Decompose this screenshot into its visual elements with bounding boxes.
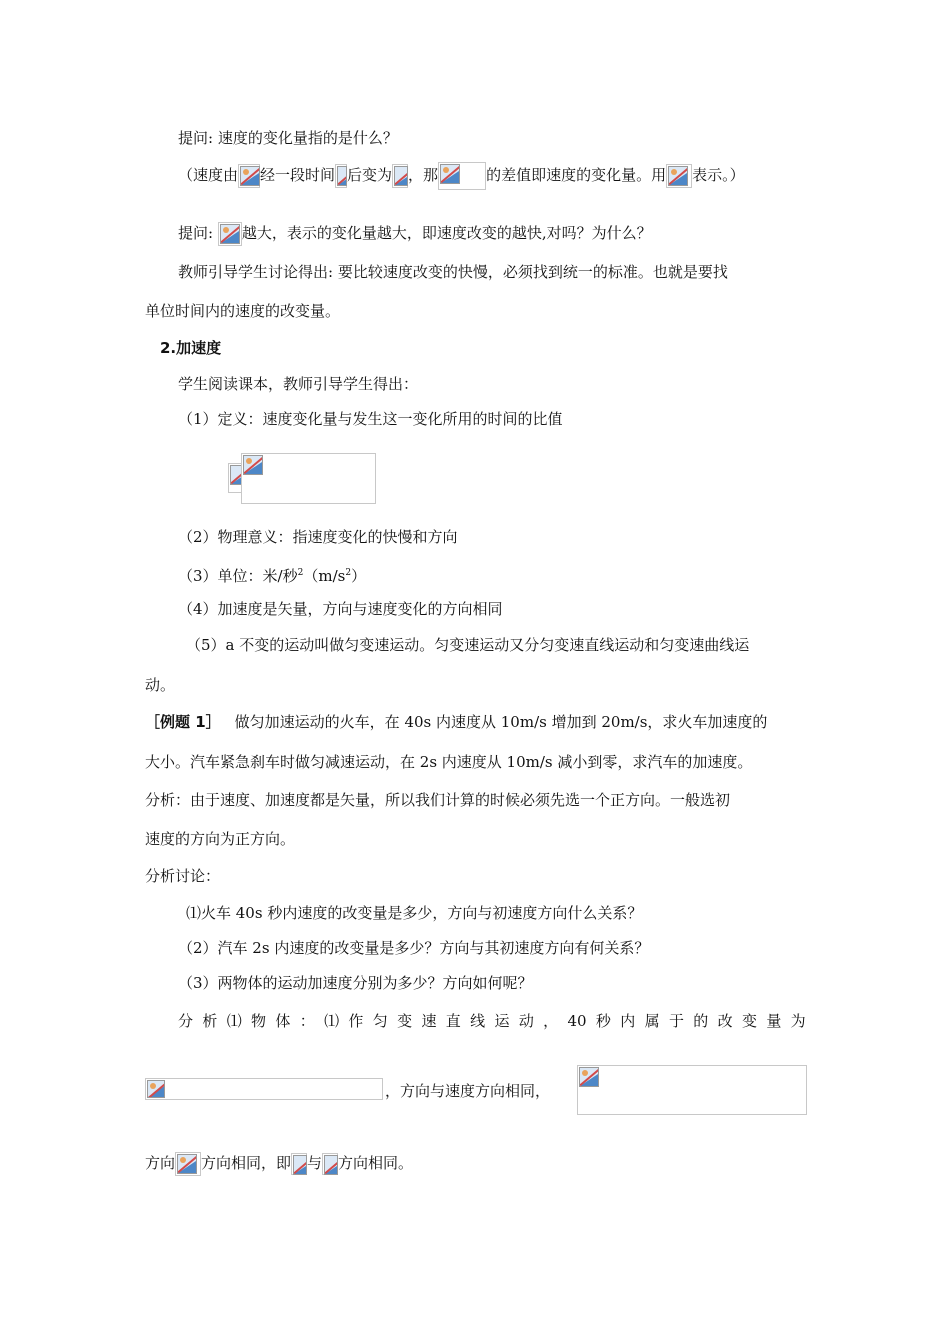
- teacher-guide-line-2: 单位时间内的速度的改变量。: [145, 302, 341, 320]
- analysis-discussion: 分析讨论：: [145, 867, 221, 885]
- justified-char: 属: [644, 1012, 660, 1030]
- image-placeholder-icon: [579, 1067, 599, 1087]
- justified-char: 作: [348, 1012, 364, 1030]
- image-placeholder-icon: [240, 166, 260, 186]
- justified-char: 线: [470, 1012, 486, 1030]
- justified-char: 变: [741, 1012, 757, 1030]
- justified-char: ：: [299, 1012, 315, 1030]
- text-segment: 方向: [145, 1154, 176, 1172]
- image-placeholder-icon: [220, 224, 240, 244]
- text-segment: 做匀加速运动的火车，在 40s 内速度从 10m/s 增加到 20m/s，求火车加速度的: [234, 713, 768, 731]
- superscript: 2: [345, 568, 352, 578]
- formula-image: [438, 162, 486, 190]
- justified-char: ，: [543, 1012, 559, 1030]
- answer-line-3: [145, 1152, 413, 1176]
- question-1: 提问: 速度的变化量指的是什么？: [178, 129, 398, 147]
- text-segment: 提问:: [178, 224, 214, 242]
- definition-5-line-2: 动。: [145, 676, 176, 694]
- text-segment: （速度由: [178, 166, 239, 184]
- text-segment: ）: [351, 567, 367, 585]
- analysis-line-2: 速度的方向为正方向。: [145, 830, 296, 848]
- justified-char: 动: [518, 1012, 534, 1030]
- image-placeholder-icon: [177, 1154, 197, 1174]
- image-placeholder-icon: [668, 166, 688, 186]
- question-acceleration: （3）两物体的运动加速度分别为多少？方向如何呢？: [178, 974, 533, 992]
- image-placeholder-icon: [293, 1155, 307, 1175]
- text-segment: 后变为: [347, 166, 393, 184]
- definition-2: （2）物理意义：指速度变化的快慢和方向: [178, 528, 458, 546]
- formula-image: [322, 1153, 338, 1175]
- justified-char: ⑴: [226, 1012, 242, 1030]
- image-placeholder-icon: [440, 164, 460, 184]
- formula-image: [666, 164, 692, 188]
- question-car: （2）汽车 2s 内速度的改变量是多少？方向与其初速度方向有何关系？: [178, 939, 650, 957]
- justified-char: 为: [790, 1012, 806, 1030]
- justified-char: 速: [421, 1012, 437, 1030]
- justified-char: 物: [251, 1012, 267, 1030]
- image-placeholder-icon: [324, 1155, 338, 1175]
- justified-char: 运: [494, 1012, 510, 1030]
- image-placeholder-icon: [243, 455, 263, 475]
- definition-3: [178, 563, 366, 586]
- example-label: ［例题 1］: [145, 713, 221, 731]
- formula-image: [241, 453, 376, 504]
- formula-image: [218, 222, 242, 246]
- justified-char: 直: [445, 1012, 461, 1030]
- section-heading: 2.加速度: [160, 339, 222, 357]
- formula-image: [175, 1152, 201, 1176]
- example-1-line-2: 大小。汽车紧急刹车时做匀减速运动，在 2s 内速度从 10m/s 减小到零，求汽车的加速度。: [145, 753, 753, 771]
- text-segment: ，方向与速度方向相同，: [385, 1082, 551, 1100]
- question-train: ⑴火车 40s 秒内速度的改变量是多少，方向与初速度方向什么关系？: [186, 904, 643, 922]
- justified-char: 的: [693, 1012, 709, 1030]
- superscript: 2: [297, 568, 304, 578]
- formula-image: [577, 1065, 807, 1115]
- text-segment: （3）单位：米/秒: [178, 567, 298, 585]
- definition-1: （1）定义：速度变化量与发生这一变化所用的时间的比值: [178, 410, 563, 428]
- formula-image: [291, 1153, 307, 1175]
- question-2: [178, 222, 652, 246]
- teacher-guide-line-1: 教师引导学生讨论得出: 要比较速度改变的快慢，必须找到统一的标准。也就是要找: [178, 263, 728, 281]
- justified-char: 改: [717, 1012, 733, 1030]
- justified-char: 于: [668, 1012, 684, 1030]
- analysis-line-1: 分析：由于速度、加速度都是矢量，所以我们计算的时候必须先选一个正方向。一般选初: [145, 791, 731, 809]
- text-segment: 经一段时间: [260, 166, 336, 184]
- justified-char: 析: [202, 1012, 218, 1030]
- justified-char: 匀: [372, 1012, 388, 1030]
- justified-char: 40: [567, 1012, 587, 1030]
- text-segment: （m/s: [303, 567, 346, 585]
- image-placeholder-icon: [147, 1080, 165, 1098]
- definition-4: （4）加速度是矢量，方向与速度变化的方向相同: [178, 600, 503, 618]
- text-segment: ，那: [408, 166, 439, 184]
- justified-char: ⑴: [324, 1012, 340, 1030]
- image-placeholder-icon: [337, 166, 347, 186]
- example-1-line-1: [145, 712, 805, 732]
- text-segment: 表示。）: [692, 166, 745, 184]
- text-segment: 与: [307, 1154, 323, 1172]
- paragraph-velocity-change: [178, 162, 745, 190]
- student-reading: 学生阅读课本，教师引导学生得出：: [178, 375, 419, 393]
- image-placeholder-icon: [394, 166, 408, 186]
- answer-line-1: [178, 1011, 806, 1031]
- text-segment: 方向相同。: [338, 1154, 414, 1172]
- text-segment: 方向相同，即: [201, 1154, 292, 1172]
- justified-char: 体: [275, 1012, 291, 1030]
- justified-char: 秒: [595, 1012, 611, 1030]
- formula-image: [238, 164, 260, 188]
- formula-image: [335, 164, 347, 188]
- text-segment: 的差值即速度的变化量。用: [486, 166, 667, 184]
- justified-char: 分: [178, 1012, 194, 1030]
- formula-image: [392, 164, 408, 188]
- justified-char: 量: [766, 1012, 782, 1030]
- definition-5-line-1: （5）a 不变的运动叫做匀变速运动。匀变速运动又分匀变速直线运动和匀变速曲线运: [186, 636, 750, 654]
- justified-char: 变: [397, 1012, 413, 1030]
- text-segment: 越大，表示的变化量越大，即速度改变的越快,对吗？为什么？: [241, 224, 652, 242]
- answer-line-2: [145, 1065, 807, 1115]
- justified-char: 内: [620, 1012, 636, 1030]
- formula-image: [145, 1078, 383, 1100]
